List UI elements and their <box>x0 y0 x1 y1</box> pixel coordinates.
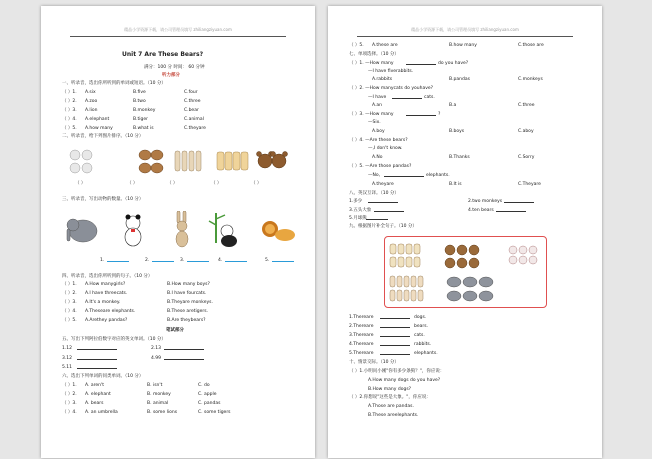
s10-q2-b: B.These areelephants. <box>368 413 419 418</box>
s1-row-4-c: C.animal <box>184 117 204 122</box>
s3-picture-panda <box>125 215 141 247</box>
section-3-heading: 三、听录音，写出动物的数量。（10 分） <box>62 197 144 202</box>
s6-row-2-num: （ ）2. <box>62 392 77 397</box>
s1-row-5-num: （ ）5. <box>62 126 77 131</box>
s3-answer-4-blank[interactable] <box>225 258 247 262</box>
s8-item-3: 3.五头大象 <box>349 208 372 213</box>
s1-row-4-b: B.tiger <box>133 117 149 122</box>
s4-row-1-a: A.How manygirls? <box>85 282 126 287</box>
s1-row-2-num: （ ）2. <box>62 99 77 104</box>
s1-row-1-b: B.five <box>133 90 146 95</box>
s3-item-1-num: 1. <box>100 258 105 263</box>
s5-item-4: 4.99 <box>151 356 162 361</box>
s1-row-2-c: C.three <box>184 99 201 104</box>
s9-picture-cats <box>509 246 537 264</box>
s8-answer-5-blank[interactable] <box>366 216 388 220</box>
section-7-heading: 七、单项选择。（10 分） <box>349 52 399 57</box>
s7-q5-a: A.theyare <box>372 182 394 187</box>
worksheet-title: Unit 7 Are These Bears? <box>122 51 204 58</box>
s1-row-5-a: A.how many <box>85 126 113 131</box>
s5-item-1: 1.12 <box>62 346 73 351</box>
s6-row-1-c: C. do <box>198 383 210 388</box>
s4-row-4-b: B.These aretigers. <box>167 309 208 314</box>
s3-item-4-num: 4. <box>218 258 223 263</box>
s4-row-2-num: （ ）2. <box>62 291 77 296</box>
s3-item-2-num: 2. <box>145 258 150 263</box>
section-2-heading: 二、听录音，给下列图片排序。（10 分） <box>62 134 144 139</box>
s4-row-4-a: A.Theseare elephants. <box>85 309 136 314</box>
s2-animal-pictures <box>67 146 292 176</box>
s2-picture-bears <box>257 152 288 169</box>
s4-row-2-a: A.I have threecats. <box>85 291 128 296</box>
s6-row-1-a: A. aren't <box>85 383 104 388</box>
s3-animal-pictures <box>65 211 295 251</box>
s9-picture-dogs <box>390 244 420 267</box>
s5-item-3: 3.12 <box>62 356 73 361</box>
s7-q5-prompt: （ ）5. —Are those pandas? <box>349 164 412 169</box>
s3-picture-panda-bamboo <box>209 213 237 247</box>
s6-row-4-num: （ ）4. <box>62 410 77 415</box>
s9-row-4-start: 4.Thereare <box>349 342 374 347</box>
s9-row-2-start: 2.Thereare <box>349 324 374 329</box>
s4-row-3-num: （ ）3. <box>62 300 77 305</box>
s9-row-1-end: dogs. <box>414 315 427 320</box>
s1-row-1-num: （ ）1. <box>62 90 77 95</box>
s5-item-2: 2.13 <box>151 346 162 351</box>
page-header: 精品小学资源下载，请公司管理员填写 zhiliangziyuan.com <box>124 27 232 32</box>
s2-mark-3[interactable]: （ ） <box>167 181 178 186</box>
s9-row-3-end: cats. <box>414 333 425 338</box>
s7-q3-prompt: （ ）3. —How many <box>349 112 394 117</box>
s9-answer-5-blank[interactable] <box>380 351 410 355</box>
s10-q2-prompt: （ ）2.你想说"这些是大象。"，你应说： <box>349 395 431 400</box>
s2-picture-rabbits <box>175 151 201 171</box>
s4-row-2-b: B.I have fourcats. <box>167 291 207 296</box>
s9-answer-3-blank[interactable] <box>380 333 410 337</box>
s8-item-1: 1.多少 <box>349 199 363 204</box>
s9-row-3-start: 3.Thereare <box>349 333 374 338</box>
s7-q2-blank[interactable] <box>392 95 422 99</box>
worksheet-page-1 <box>41 6 315 458</box>
s3-item-5-num: 5. <box>265 258 270 263</box>
written-section-heading: 笔试部分 <box>166 328 184 333</box>
s9-row-5-end: elephants. <box>414 351 438 356</box>
s1-row-1-a: A.six <box>85 90 96 95</box>
s6-row-4-b: B. some lions <box>147 410 178 415</box>
s10-q1-b: B.How many dogs? <box>368 387 412 392</box>
s6-row-1-num: （ ）1. <box>62 383 77 388</box>
s2-mark-1[interactable]: （ ） <box>75 181 86 186</box>
s8-item-5: 5.月球熊 <box>349 216 367 221</box>
s6-row-2-a: A. elephant <box>85 392 111 397</box>
s7-q3-reply: —Six. <box>368 120 381 125</box>
s6-row-4-c: C. some tigers <box>198 410 231 415</box>
s4-row-5-a: A.Arethey pandas? <box>85 318 128 323</box>
s7-q5-reply-end: elephants. <box>426 173 450 178</box>
s2-picture-horses <box>217 152 248 170</box>
s9-row-1-start: 1.Thereare <box>349 315 374 320</box>
s6-row-2-b: B. monkey <box>147 392 171 397</box>
p2-top-row-num: （ ）5. <box>349 43 364 48</box>
s7-q4-b: B.Thanks <box>449 155 470 160</box>
section-4-heading: 四、听录音，选出你所听到的句子。（10 分） <box>62 274 153 279</box>
s2-mark-4[interactable]: （ ） <box>211 181 222 186</box>
s6-row-4-a: A. an umbrella <box>85 410 118 415</box>
s7-q1-prompt: （ ）1. —How many <box>349 61 394 66</box>
s7-q1-tail: do you have? <box>438 61 469 66</box>
s3-answer-2-blank[interactable] <box>152 258 174 262</box>
s9-animal-pictures <box>388 240 544 304</box>
s1-row-3-num: （ ）3. <box>62 108 77 113</box>
s9-picture-bears <box>445 245 479 268</box>
s9-picture-elephants <box>447 277 493 301</box>
s1-row-5-c: C.theyare <box>184 126 206 131</box>
s8-item-4: 4.ten bears <box>468 208 494 213</box>
s1-row-3-c: C.bear <box>184 108 199 113</box>
s7-q5-c: C.Theyare <box>518 182 541 187</box>
s7-q1-blank[interactable] <box>406 61 436 65</box>
s1-row-2-b: B.two <box>133 99 146 104</box>
s7-q4-prompt: （ ）4. —Are these bears? <box>349 138 408 143</box>
s10-q1-prompt: （ ）1.小明问小刚"你有多少条狗？"，你应说： <box>349 369 445 374</box>
s9-row-4-end: rabbits. <box>414 342 432 347</box>
s6-row-3-b: B. animal <box>147 401 169 406</box>
s6-row-3-num: （ ）3. <box>62 401 77 406</box>
s3-answer-5-blank[interactable] <box>272 258 294 262</box>
s1-row-5-b: B.what is <box>133 126 154 131</box>
section-1-heading: 一、听录音，选出你所听到的单词或短语。（10 分） <box>62 81 166 86</box>
s1-row-2-a: A.zoo <box>85 99 98 104</box>
s6-row-3-c: C. pandas <box>198 401 221 406</box>
s9-picture-rabbits <box>390 276 423 301</box>
section-5-heading: 五、写出下列阿拉伯数字对应的英文单词。（10 分） <box>62 337 166 342</box>
s10-q2-a: A.Those are pandas. <box>368 404 414 409</box>
s1-row-3-a: A.lion <box>85 108 98 113</box>
s2-mark-5[interactable]: （ ） <box>251 181 262 186</box>
s7-q5-reply-start: —No, <box>368 173 381 178</box>
p2-top-row-b: B.how many <box>449 43 477 48</box>
s7-q2-reply-end: cats. <box>424 95 435 100</box>
section-8-heading: 八、英汉互译。（10 分） <box>349 191 399 196</box>
s8-answer-1-blank[interactable] <box>368 199 398 203</box>
s5-answer-5-blank[interactable] <box>77 365 117 369</box>
s6-row-2-c: C. apple <box>198 392 217 397</box>
listening-section-heading: 听力部分 <box>162 73 180 78</box>
s1-row-4-a: A.elephant <box>85 117 110 122</box>
s5-item-5: 5.11 <box>62 365 73 370</box>
s8-answer-4-blank[interactable] <box>496 208 526 212</box>
score-time-line: 满分：100 分 时间： 60 分钟 <box>144 65 205 70</box>
page-header: 精品小学资源下载，请公司管理员填写 zhiliangziyuan.com <box>411 27 519 32</box>
s7-q4-reply: —,I don't know. <box>368 146 403 151</box>
worksheet-page-2 <box>328 6 602 458</box>
header-rule <box>70 36 286 37</box>
s3-item-3-num: 3. <box>180 258 185 263</box>
s10-q1-a: A.How many dogs do you have? <box>368 378 441 383</box>
s4-row-5-num: （ ）5. <box>62 318 77 323</box>
s4-row-1-b: B.How many boys? <box>167 282 210 287</box>
s9-answer-1-blank[interactable] <box>380 315 410 319</box>
s3-answer-3-blank[interactable] <box>187 258 209 262</box>
s9-row-2-end: bears. <box>414 324 429 329</box>
section-6-heading: 六、选出下列单词的同类单词。（10 分） <box>62 374 144 379</box>
s7-q5-b: B.It is <box>449 182 462 187</box>
s6-row-1-b: B. isn't <box>147 383 163 388</box>
s1-row-4-num: （ ）4. <box>62 117 77 122</box>
s7-q3-blank[interactable] <box>406 112 436 116</box>
s3-picture-lion <box>262 221 295 241</box>
s7-q3-a: A.boy <box>372 129 385 134</box>
s8-answer-2-blank[interactable] <box>504 199 534 203</box>
s7-q1-b: B.pandas <box>449 77 470 82</box>
s7-q2-prompt: （ ）2. —How manycats do youhave? <box>349 86 434 91</box>
s1-row-3-b: B.monkey <box>133 108 156 113</box>
s7-q1-c: C.monkeys <box>518 77 543 82</box>
s8-answer-3-blank[interactable] <box>374 208 404 212</box>
s2-mark-2[interactable]: （ ） <box>127 181 138 186</box>
s9-row-5-start: 5.Thereare <box>349 351 374 356</box>
s7-q4-a: A.No <box>372 155 383 160</box>
s5-answer-3-blank[interactable] <box>77 356 117 360</box>
s4-row-4-num: （ ）4. <box>62 309 77 314</box>
p2-top-row-c: C.those are <box>518 43 544 48</box>
s5-answer-1-blank[interactable] <box>77 346 117 350</box>
s8-item-2: 2.two monkeys <box>468 199 503 204</box>
header-rule <box>357 36 573 37</box>
p2-top-row-a: A.these are <box>372 43 398 48</box>
s7-q4-c: C.Sorry <box>518 155 535 160</box>
s4-row-1-num: （ ）1. <box>62 282 77 287</box>
s7-q3-tail: ? <box>438 112 441 117</box>
s2-picture-cats <box>70 150 92 173</box>
s7-q2-c: C.three <box>518 103 535 108</box>
s3-picture-elephant <box>67 219 97 242</box>
s3-answer-1-blank[interactable] <box>107 258 129 262</box>
s7-q1-reply: —I have fiverabbits. <box>368 69 414 74</box>
s7-q2-reply-start: —I have <box>368 95 387 100</box>
s2-picture-dogs <box>139 150 163 173</box>
section-9-heading: 九、根据图片补全句子。（10 分） <box>349 224 417 229</box>
s4-row-3-b: B.Theyare monkeys. <box>167 300 213 305</box>
s7-q5-blank[interactable] <box>384 173 424 177</box>
s3-picture-rabbit <box>176 211 188 247</box>
s4-row-3-a: A.It's a monkey. <box>85 300 121 305</box>
s5-answer-2-blank[interactable] <box>164 346 204 350</box>
s7-q2-a: A.an <box>372 103 383 108</box>
s6-row-3-a: A. bears <box>85 401 104 406</box>
s4-row-5-b: B.Are theybears? <box>167 318 206 323</box>
s7-q1-a: A.rabbits <box>372 77 393 82</box>
s7-q2-b: B.a <box>449 103 457 108</box>
s9-answer-4-blank[interactable] <box>380 342 410 346</box>
s5-answer-4-blank[interactable] <box>164 356 204 360</box>
s9-answer-2-blank[interactable] <box>380 324 410 328</box>
section-10-heading: 十、情景交际。（10 分） <box>349 360 399 365</box>
s1-row-1-c: C.four <box>184 90 198 95</box>
s7-q3-c: C.aboy <box>518 129 534 134</box>
s7-q3-b: B.boys <box>449 129 465 134</box>
